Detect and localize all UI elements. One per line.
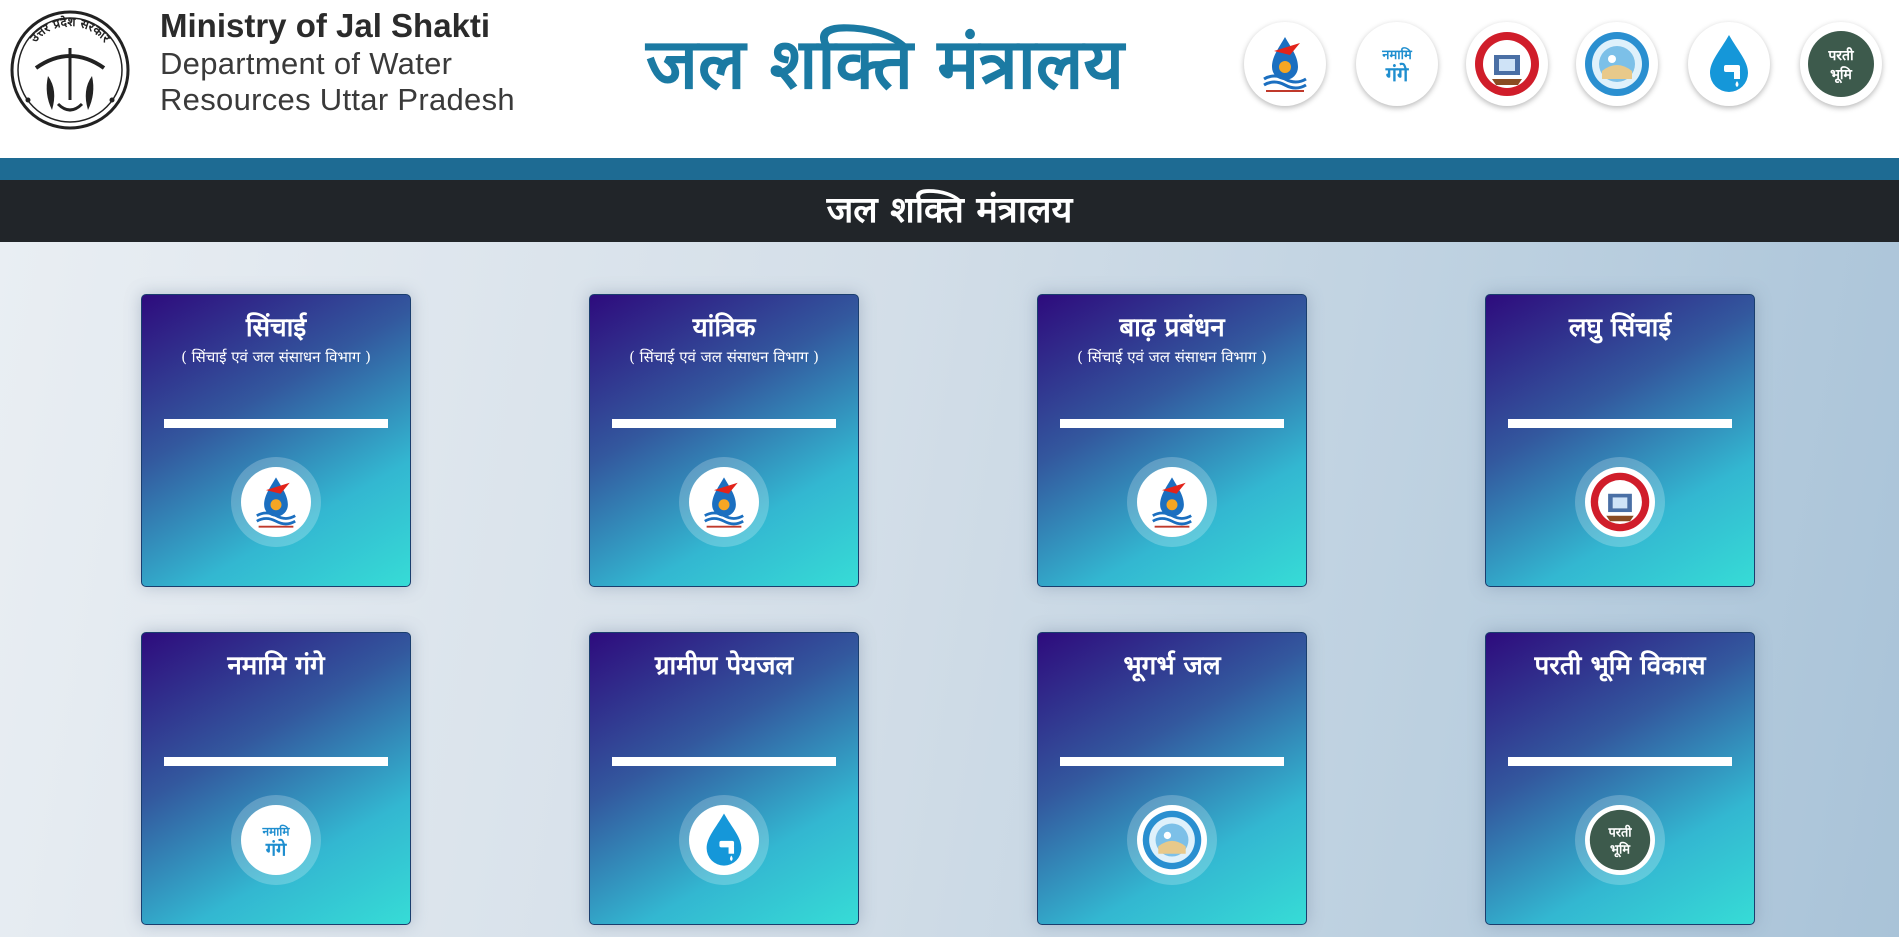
card-divider [164,757,388,766]
svg-text:परती: परती [1608,825,1632,841]
card-sinchai[interactable] [141,294,411,587]
card-logo-ring [231,457,321,547]
parti-bhumi-logo-icon[interactable] [1800,22,1882,106]
card-subtitle: ( सिंचाई एवं जल संसाधन विभाग ) [1077,348,1267,366]
department-line-1: Department of Water [160,46,453,81]
card-divider [1060,419,1284,428]
card-divider [1508,757,1732,766]
card-title: ग्रामीण पेयजल [654,651,794,681]
minor-irrigation-logo-icon[interactable] [1585,467,1655,537]
card-logo-ring [679,795,769,885]
card-yantrik[interactable] [589,294,859,587]
minor-irrigation-logo-icon[interactable] [1466,22,1548,106]
header-blue-band [0,158,1899,180]
irrigation-dept-logo-icon[interactable] [689,467,759,537]
department-line-2: Resources Uttar Pradesh [160,82,515,117]
card-title: सिंचाई [245,313,307,343]
card-title: बाढ़ प्रबंधन [1119,313,1225,343]
card-logo-ring [1127,457,1217,547]
card-divider [164,419,388,428]
svg-text:परती: परती [1828,48,1854,64]
groundwater-dept-logo-icon[interactable] [1137,805,1207,875]
card-subtitle: ( सिंचाई एवं जल संसाधन विभाग ) [181,348,371,366]
card-badh-prabandhan[interactable] [1037,294,1307,587]
card-title: लघु सिंचाई [1568,313,1672,343]
card-gramin-peyjal[interactable] [589,632,859,925]
card-title: यांत्रिक [692,313,756,343]
water-tap-logo-icon[interactable] [689,805,759,875]
card-laghu-sinchai[interactable] [1485,294,1755,587]
card-namami-gange[interactable] [141,632,411,925]
card-title: भूगर्भ जल [1123,651,1221,681]
svg-text:गंगे: गंगे [1385,62,1409,86]
svg-text:गंगे: गंगे [265,839,287,861]
irrigation-dept-logo-icon[interactable] [1244,22,1326,106]
card-title: परती भूमि विकास [1534,651,1706,681]
site-header [0,0,1899,158]
card-divider [1060,757,1284,766]
emblem-arc-text: उत्तर प्रदेश सरकार [27,14,114,45]
namami-gange-logo-icon[interactable] [1356,22,1438,106]
card-divider [1508,419,1732,428]
card-logo-ring [679,457,769,547]
svg-text:नमामि: नमामि [262,824,290,839]
svg-text:भूमि: भूमि [1830,67,1852,83]
card-parti-bhumi-vikas[interactable] [1485,632,1755,925]
card-divider [612,757,836,766]
namami-gange-logo-icon[interactable] [241,805,311,875]
irrigation-dept-logo-icon[interactable] [241,467,311,537]
svg-text:भूमि: भूमि [1610,842,1630,858]
section-title: जल शक्ति मंत्रालय [826,190,1073,231]
ministry-title: Ministry of Jal Shakti [160,7,491,44]
card-title: नमामि गंगे [227,651,325,681]
jal-shakti-hindi-title: जल शक्ति मंत्रालय [646,23,1124,105]
up-government-emblem-icon[interactable] [8,4,132,140]
water-tap-logo-icon[interactable] [1688,22,1770,106]
parti-bhumi-logo-icon[interactable] [1585,805,1655,875]
card-divider [612,419,836,428]
card-logo-ring [1127,795,1217,885]
card-logo-ring [1575,457,1665,547]
card-logo-ring [231,795,321,885]
svg-text:नमामि: नमामि [1382,48,1412,63]
card-subtitle: ( सिंचाई एवं जल संसाधन विभाग ) [629,348,819,366]
groundwater-dept-logo-icon[interactable] [1576,22,1658,106]
department-cards-area [0,242,1899,937]
section-title-bar [0,180,1899,242]
card-logo-ring [1575,795,1665,885]
card-bhugarbh-jal[interactable] [1037,632,1307,925]
ministry-name-block [160,6,520,118]
irrigation-dept-logo-icon[interactable] [1137,467,1207,537]
